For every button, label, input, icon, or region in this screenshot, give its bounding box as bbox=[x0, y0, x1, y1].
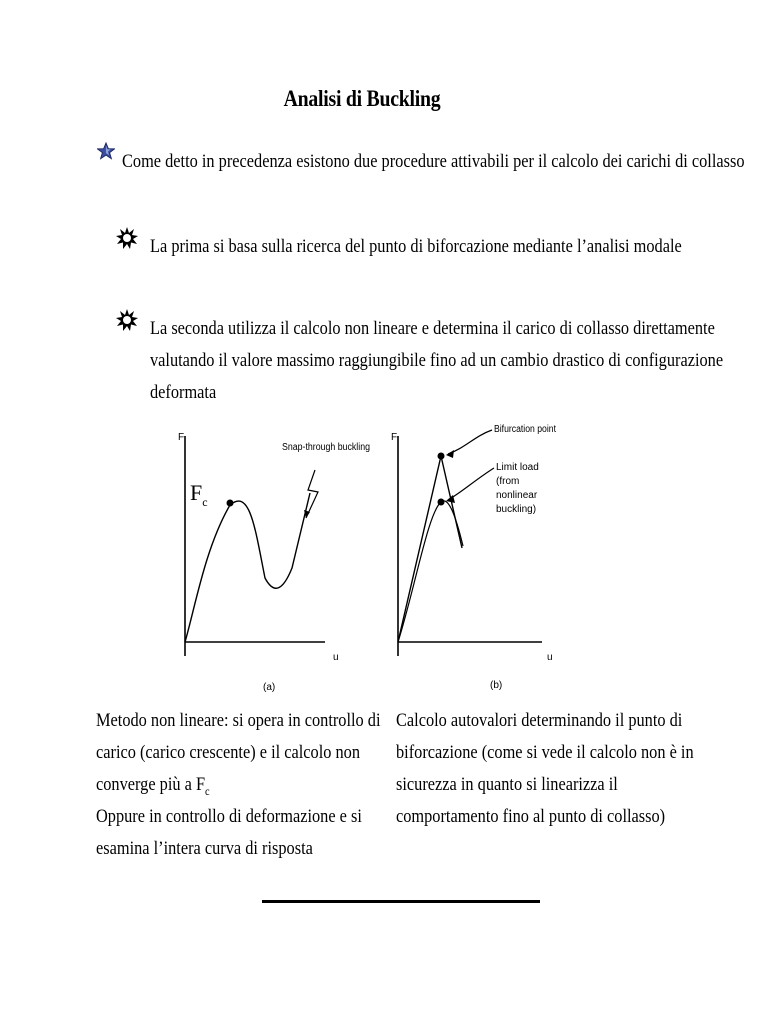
panel-a-fc-label: $F_c$ bbox=[190, 480, 208, 509]
bullet-3-line-1: La seconda utilizza il calcolo non lineare e determina il carico di collasso direttamente bbox=[150, 318, 715, 339]
panel-b bbox=[391, 424, 556, 691]
buckling-diagram bbox=[170, 418, 570, 698]
left-column-text bbox=[96, 705, 381, 865]
left-line-2: carico (carico crescente) e il calcolo non bbox=[96, 742, 361, 763]
left-line-5: esamina l’intera curva di risposta bbox=[96, 838, 313, 859]
limit-load-line-4: buckling) bbox=[496, 504, 537, 515]
horizontal-divider bbox=[262, 900, 540, 903]
bifurcation-arrow bbox=[448, 430, 492, 454]
panel-b-nonlinear-path bbox=[398, 501, 463, 642]
burst-icon bbox=[116, 309, 138, 331]
bifurcation-point bbox=[438, 453, 445, 460]
right-line-3: sicurezza in quanto si linearizza il bbox=[396, 774, 618, 795]
left-line-3-text: converge più a F bbox=[96, 774, 206, 795]
panel-a-annotation: Snap-through buckling bbox=[282, 442, 370, 453]
left-line-3-sub: c bbox=[205, 783, 210, 798]
limit-load-line-3: nonlinear bbox=[496, 490, 538, 501]
bullet-2-text: La prima si basa sulla ricerca del punto di biforcazione mediante l’analisi modale bbox=[150, 236, 682, 257]
burst-icon bbox=[116, 227, 138, 249]
left-line-3 bbox=[96, 769, 381, 801]
bifurcation-annotation: Bifurcation point bbox=[494, 424, 557, 435]
panel-b-caption: (b) bbox=[490, 680, 503, 691]
panel-a-response-curve bbox=[185, 493, 310, 642]
bullet-1-text: Come detto in precedenza esistono due procedure attivabili per il calcolo dei carichi di collasso bbox=[122, 151, 745, 172]
panel-a-peak-point bbox=[227, 500, 234, 507]
panel-b-linear-path bbox=[398, 456, 462, 642]
limit-load-arrow bbox=[448, 468, 494, 500]
right-line-1: Calcolo autovalori determinando il punto di bbox=[396, 710, 683, 731]
right-line-2: biforcazione (come si vede il calcolo non è in bbox=[396, 742, 694, 763]
panel-a bbox=[178, 432, 370, 693]
page-title: Analisi di Buckling bbox=[283, 86, 441, 111]
left-line-4: Oppure in controllo di deformazione e si bbox=[96, 806, 362, 827]
star-icon bbox=[97, 142, 115, 160]
right-line-4: comportamento fino al punto di collasso) bbox=[396, 806, 666, 827]
panel-a-caption: (a) bbox=[263, 682, 276, 693]
left-line-1: Metodo non lineare: si opera in controllo di bbox=[96, 710, 381, 731]
panel-a-y-label: F bbox=[178, 432, 185, 443]
buckling-figure bbox=[170, 418, 570, 698]
panel-b-y-label: F bbox=[391, 432, 398, 443]
bullet-3-text bbox=[150, 313, 723, 409]
bullet-3-line-3: deformata bbox=[150, 382, 217, 403]
panel-b-x-label: u bbox=[547, 652, 553, 663]
right-column-text bbox=[396, 705, 694, 833]
bullet-3-line-2: valutando il valore massimo raggiungibile fino ad un cambio drastico di configurazione bbox=[150, 350, 724, 371]
limit-load-line-2: (from bbox=[496, 476, 520, 487]
limit-load-point bbox=[438, 499, 445, 506]
panel-a-x-label: u bbox=[333, 652, 339, 663]
limit-load-line-1: Limit load bbox=[496, 462, 539, 473]
snap-through-arrow bbox=[306, 470, 318, 518]
